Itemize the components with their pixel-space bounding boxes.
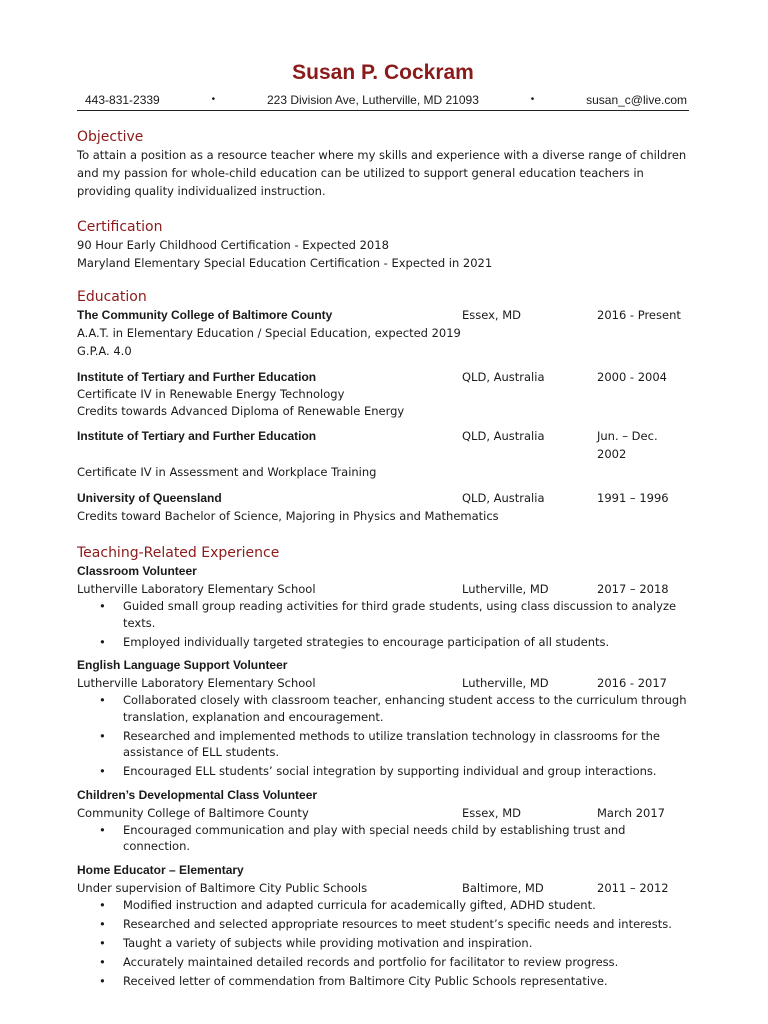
email-address: susan_c@live.com — [586, 93, 687, 107]
experience-entry — [77, 656, 689, 780]
education-detail: Certificate IV in Assessment and Workplace Training — [77, 465, 377, 479]
school-dates: 1991 – 1996 — [597, 491, 669, 505]
education-entry — [77, 368, 689, 419]
duties-list — [77, 822, 689, 855]
certification-item: Maryland Elementary Special Education Certification - Expected in 2021 — [77, 256, 493, 270]
role-title: English Language Support Volunteer — [77, 658, 288, 672]
duty-item: • Accurately maintained detailed records and portfolio for facilitator to review progress. — [77, 954, 689, 971]
job-location: Essex, MD — [462, 805, 522, 820]
school-location: QLD, Australia — [462, 370, 545, 384]
objective-heading: Objective — [77, 129, 144, 145]
job-dates: 2011 – 2012 — [597, 880, 669, 895]
job-dates: 2016 - 2017 — [597, 676, 667, 690]
contact-separator: • — [530, 94, 535, 105]
phone-number: 443-831-2339 — [85, 93, 160, 107]
contact-line — [77, 90, 689, 111]
resume-page — [77, 58, 689, 992]
duty-item: • Employed individually targeted strategies to encourage participation of all students. — [77, 634, 689, 651]
school-location: QLD, Australia — [462, 491, 545, 505]
experience-heading: Teaching-Related Experience — [77, 545, 280, 561]
organization: Lutherville Laboratory Elementary School — [77, 676, 316, 690]
school-location: Essex, MD — [462, 308, 522, 322]
school-name: University of Queensland — [77, 491, 222, 505]
organization: Lutherville Laboratory Elementary School — [77, 582, 316, 596]
education-entry — [77, 427, 689, 481]
duty-item: • Taught a variety of subjects while providing motivation and inspiration. — [77, 935, 689, 952]
education-entry — [77, 306, 689, 360]
duty-item: • Researched and selected appropriate resources to meet student’s specific needs and interests. — [77, 916, 689, 933]
school-dates: Jun. – Dec. 2002 — [597, 429, 658, 461]
education-detail: G.P.A. 4.0 — [77, 344, 132, 358]
contact-separator: • — [211, 94, 216, 105]
duty-item: • Encouraged ELL students’ social integration by supporting individual and group interactions. — [77, 763, 689, 780]
certification-heading: Certification — [77, 219, 163, 235]
job-location: Lutherville, MD — [462, 676, 549, 690]
education-detail: Credits toward Bachelor of Science, Majoring in Physics and Mathematics — [77, 509, 499, 523]
street-address: 223 Division Ave, Lutherville, MD 21093 — [266, 93, 479, 107]
school-name: The Community College of Baltimore County — [77, 308, 333, 322]
duty-item: • Collaborated closely with classroom teacher, enhancing student access to the curriculum through translation, explanation and encouragement. — [77, 692, 689, 725]
job-dates: 2017 – 2018 — [597, 582, 669, 596]
organization: Community College of Baltimore County — [77, 805, 309, 820]
job-location: Lutherville, MD — [462, 582, 549, 596]
education-heading: Education — [77, 289, 147, 305]
duties-list — [77, 598, 689, 650]
candidate-name: Susan P. Cockram — [292, 61, 474, 84]
education-detail: A.A.T. in Elementary Education / Special Education, expected 2019 — [77, 326, 461, 340]
objective-text: To attain a position as a resource teacher where my skills and experience with a diverse range of children and my passion for whole-child education can be utilized to support general education teachers in providing quality individualized instruction. — [77, 148, 687, 198]
school-name: Institute of Tertiary and Further Education — [77, 370, 317, 384]
experience-entry — [77, 861, 689, 990]
school-location: QLD, Australia — [462, 429, 545, 443]
duty-item: • Received letter of commendation from Baltimore City Public Schools representative. — [77, 973, 689, 990]
school-name: Institute of Tertiary and Further Education — [77, 429, 317, 443]
duties-list — [77, 692, 689, 780]
job-dates: March 2017 — [597, 805, 665, 820]
job-location: Baltimore, MD — [462, 880, 544, 895]
duty-item: • Guided small group reading activities for third grade students, using class discussion to analyze texts. — [77, 598, 689, 631]
role-title: Home Educator – Elementary — [77, 862, 244, 877]
experience-entry — [77, 562, 689, 650]
education-detail: Credits towards Advanced Diploma of Renewable Energy — [77, 403, 405, 418]
duties-list — [77, 897, 689, 990]
certification-item: 90 Hour Early Childhood Certification - Expected 2018 — [77, 238, 389, 252]
education-entry — [77, 489, 689, 525]
school-dates: 2016 - Present — [597, 308, 681, 322]
duty-item: • Researched and implemented methods to utilize translation technology in classrooms for the assistance of ELL students. — [77, 728, 689, 761]
role-title: Classroom Volunteer — [77, 564, 197, 578]
role-title: Children’s Developmental Class Volunteer — [77, 787, 318, 802]
duty-item: • Encouraged communication and play with special needs child by establishing trust and connection. — [77, 822, 689, 855]
education-detail: Certificate IV in Renewable Energy Technology — [77, 387, 345, 401]
school-dates: 2000 - 2004 — [597, 370, 667, 384]
experience-entry — [77, 786, 689, 855]
organization: Under supervision of Baltimore City Public Schools — [77, 880, 368, 895]
duty-item: • Modified instruction and adapted curricula for academically gifted, ADHD student. — [77, 897, 689, 914]
